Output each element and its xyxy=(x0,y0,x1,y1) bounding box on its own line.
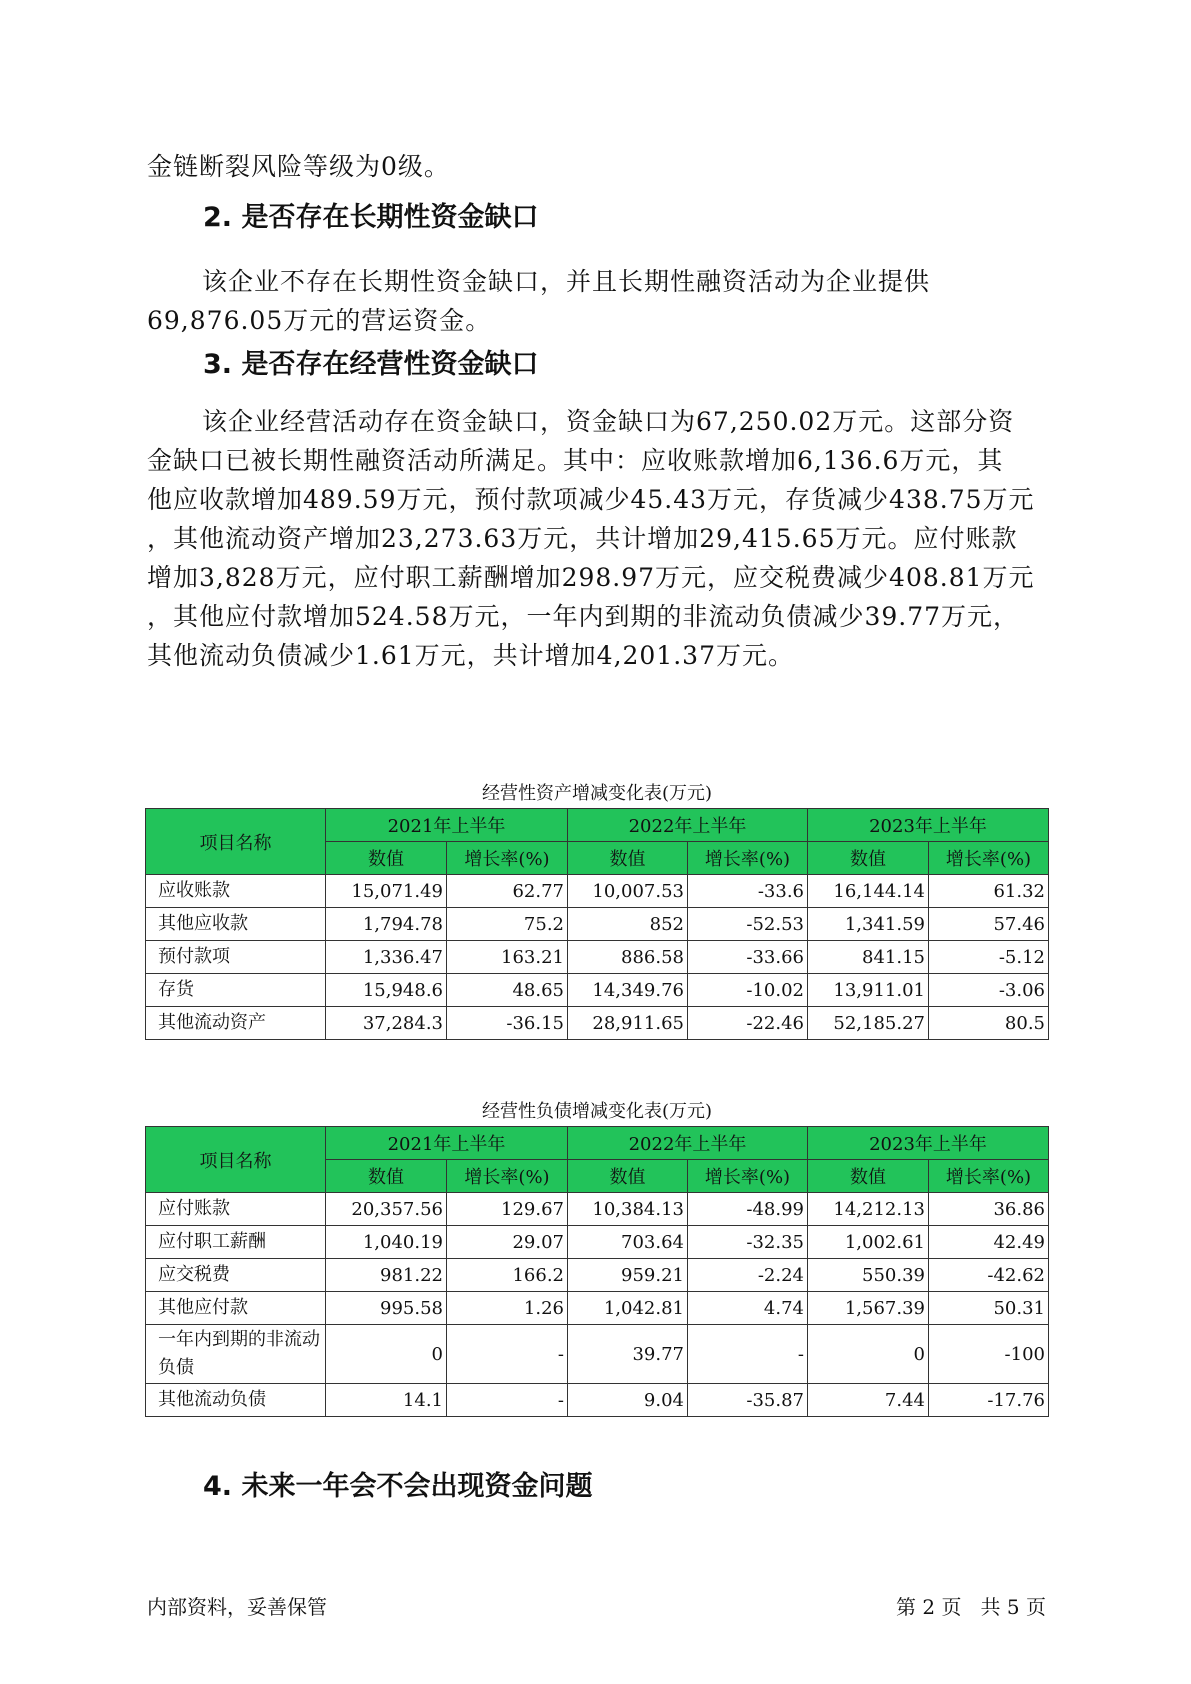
row-label: 应付职工薪酬 xyxy=(146,1226,326,1259)
header-year: 2022年上半年 xyxy=(568,809,808,842)
operating-assets-table xyxy=(145,808,1049,1040)
paragraph-long-term-gap: 该企业不存在长期性资金缺口，并且长期性融资活动为企业提供 69,876.05万元的营运资金。 xyxy=(147,267,931,335)
table-row xyxy=(146,1193,1049,1226)
header-year: 2021年上半年 xyxy=(326,1127,568,1160)
header-value: 数值 xyxy=(568,842,688,875)
cell-value: 1,341.59 xyxy=(808,908,929,941)
row-label: 其他应付款 xyxy=(146,1292,326,1325)
cell-value: 7.44 xyxy=(808,1384,929,1417)
cell-growth: -33.6 xyxy=(688,875,808,908)
cell-value: 52,185.27 xyxy=(808,1007,929,1040)
cell-value: 841.15 xyxy=(808,941,929,974)
row-label: 一年内到期的非流动负债 xyxy=(146,1325,326,1384)
row-label: 应收账款 xyxy=(146,875,326,908)
table-row xyxy=(146,1325,1049,1384)
cell-growth: -3.06 xyxy=(929,974,1049,1007)
row-label: 应交税费 xyxy=(146,1259,326,1292)
header-year: 2023年上半年 xyxy=(808,1127,1049,1160)
table-row xyxy=(146,1292,1049,1325)
cell-value: 10,007.53 xyxy=(568,875,688,908)
table-row xyxy=(146,1007,1049,1040)
header-growth-rate: 增长率(%) xyxy=(929,842,1049,875)
table-row xyxy=(146,875,1049,908)
cell-value: 37,284.3 xyxy=(326,1007,447,1040)
cell-growth: - xyxy=(447,1384,568,1417)
cell-growth: 61.32 xyxy=(929,875,1049,908)
cell-value: 0 xyxy=(808,1325,929,1384)
cell-value: 959.21 xyxy=(568,1259,688,1292)
cell-value: 550.39 xyxy=(808,1259,929,1292)
cell-value: 9.04 xyxy=(568,1384,688,1417)
section-heading-4: 4. 未来一年会不会出现资金问题 xyxy=(203,1471,593,1502)
cell-growth: 129.67 xyxy=(447,1193,568,1226)
cell-value: 1,040.19 xyxy=(326,1226,447,1259)
cell-value: 703.64 xyxy=(568,1226,688,1259)
header-growth-rate: 增长率(%) xyxy=(688,1160,808,1193)
table-row xyxy=(146,974,1049,1007)
row-label: 应付账款 xyxy=(146,1193,326,1226)
cell-value: 15,071.49 xyxy=(326,875,447,908)
table-row xyxy=(146,1226,1049,1259)
cell-growth: -48.99 xyxy=(688,1193,808,1226)
cell-growth: 62.77 xyxy=(447,875,568,908)
cell-value: 10,384.13 xyxy=(568,1193,688,1226)
cell-growth: - xyxy=(688,1325,808,1384)
cell-growth: -33.66 xyxy=(688,941,808,974)
header-value: 数值 xyxy=(808,1160,929,1193)
section-heading-3: 3. 是否存在经营性资金缺口 xyxy=(203,349,539,380)
cell-growth: 50.31 xyxy=(929,1292,1049,1325)
header-growth-rate: 增长率(%) xyxy=(447,1160,568,1193)
cell-value: 852 xyxy=(568,908,688,941)
cell-value: 1,567.39 xyxy=(808,1292,929,1325)
cell-growth: 42.49 xyxy=(929,1226,1049,1259)
cell-value: 1,336.47 xyxy=(326,941,447,974)
header-item-name: 项目名称 xyxy=(146,1127,326,1193)
cell-growth: 4.74 xyxy=(688,1292,808,1325)
cell-growth: 75.2 xyxy=(447,908,568,941)
cell-value: 981.22 xyxy=(326,1259,447,1292)
cell-growth: -42.62 xyxy=(929,1259,1049,1292)
cell-value: 14,212.13 xyxy=(808,1193,929,1226)
row-label: 其他流动负债 xyxy=(146,1384,326,1417)
row-label: 其他流动资产 xyxy=(146,1007,326,1040)
header-growth-rate: 增长率(%) xyxy=(447,842,568,875)
cell-growth: -2.24 xyxy=(688,1259,808,1292)
operating-liabilities-table xyxy=(145,1126,1049,1417)
cell-growth: 166.2 xyxy=(447,1259,568,1292)
header-growth-rate: 增长率(%) xyxy=(929,1160,1049,1193)
footer-confidential-note: 内部资料，妥善保管 xyxy=(147,1595,327,1619)
section-heading-2: 2. 是否存在长期性资金缺口 xyxy=(203,202,539,233)
cell-value: 1,002.61 xyxy=(808,1226,929,1259)
cell-growth: -100 xyxy=(929,1325,1049,1384)
header-year: 2022年上半年 xyxy=(568,1127,808,1160)
cell-growth: - xyxy=(447,1325,568,1384)
table-row xyxy=(146,908,1049,941)
cell-growth: 57.46 xyxy=(929,908,1049,941)
table-row xyxy=(146,1259,1049,1292)
cell-value: 28,911.65 xyxy=(568,1007,688,1040)
table-row xyxy=(146,1384,1049,1417)
cell-value: 16,144.14 xyxy=(808,875,929,908)
cell-growth: 36.86 xyxy=(929,1193,1049,1226)
cell-value: 13,911.01 xyxy=(808,974,929,1007)
row-label: 预付款项 xyxy=(146,941,326,974)
cell-growth: 163.21 xyxy=(447,941,568,974)
cell-value: 1,042.81 xyxy=(568,1292,688,1325)
cell-value: 14,349.76 xyxy=(568,974,688,1007)
cell-growth: -52.53 xyxy=(688,908,808,941)
header-value: 数值 xyxy=(808,842,929,875)
cell-value: 15,948.6 xyxy=(326,974,447,1007)
cell-value: 14.1 xyxy=(326,1384,447,1417)
header-year: 2021年上半年 xyxy=(326,809,568,842)
paragraph-operating-gap: 该企业经营活动存在资金缺口，资金缺口为67,250.02万元。这部分资 金缺口已被长期性融资活动所满足。其中：应收账款增加6,136.6万元，其 他应收款增加489.59万元，预付款项减少45.43万元，存货减少438.75万元 ，其他流动资产增加23,273.63万元，共计增加29,415.65万元。应付账款 增加3,828万元，应付职工薪酬增加298.97万元，应交税费减少408.81万元 ，其他应付款增加524.58万元，一年内到期的非流动负债减少39.77万元， 其他流动负债减少1.61万元，共计增加4,201.37万元。 xyxy=(147,407,1035,670)
cell-value: 0 xyxy=(326,1325,447,1384)
cell-growth: 80.5 xyxy=(929,1007,1049,1040)
table-caption-assets: 经营性资产增减变化表(万元) xyxy=(481,783,713,804)
cell-growth: -10.02 xyxy=(688,974,808,1007)
table-caption-liabilities: 经营性负债增减变化表(万元) xyxy=(481,1101,713,1122)
cell-growth: -17.76 xyxy=(929,1384,1049,1417)
header-growth-rate: 增长率(%) xyxy=(688,842,808,875)
paragraph-tail: 金链断裂风险等级为0级。 xyxy=(147,152,450,181)
cell-value: 1,794.78 xyxy=(326,908,447,941)
cell-value: 20,357.56 xyxy=(326,1193,447,1226)
cell-growth: -32.35 xyxy=(688,1226,808,1259)
header-year: 2023年上半年 xyxy=(808,809,1049,842)
cell-growth: -22.46 xyxy=(688,1007,808,1040)
header-value: 数值 xyxy=(568,1160,688,1193)
cell-growth: 48.65 xyxy=(447,974,568,1007)
header-value: 数值 xyxy=(326,1160,447,1193)
table-row xyxy=(146,941,1049,974)
cell-growth: -5.12 xyxy=(929,941,1049,974)
header-item-name: 项目名称 xyxy=(146,809,326,875)
cell-value: 886.58 xyxy=(568,941,688,974)
cell-growth: 29.07 xyxy=(447,1226,568,1259)
cell-value: 39.77 xyxy=(568,1325,688,1384)
row-label: 其他应收款 xyxy=(146,908,326,941)
cell-growth: 1.26 xyxy=(447,1292,568,1325)
header-value: 数值 xyxy=(326,842,447,875)
cell-growth: -36.15 xyxy=(447,1007,568,1040)
row-label: 存货 xyxy=(146,974,326,1007)
cell-value: 995.58 xyxy=(326,1292,447,1325)
cell-growth: -35.87 xyxy=(688,1384,808,1417)
footer-page-number: 第 2 页 共 5 页 xyxy=(896,1595,1046,1619)
